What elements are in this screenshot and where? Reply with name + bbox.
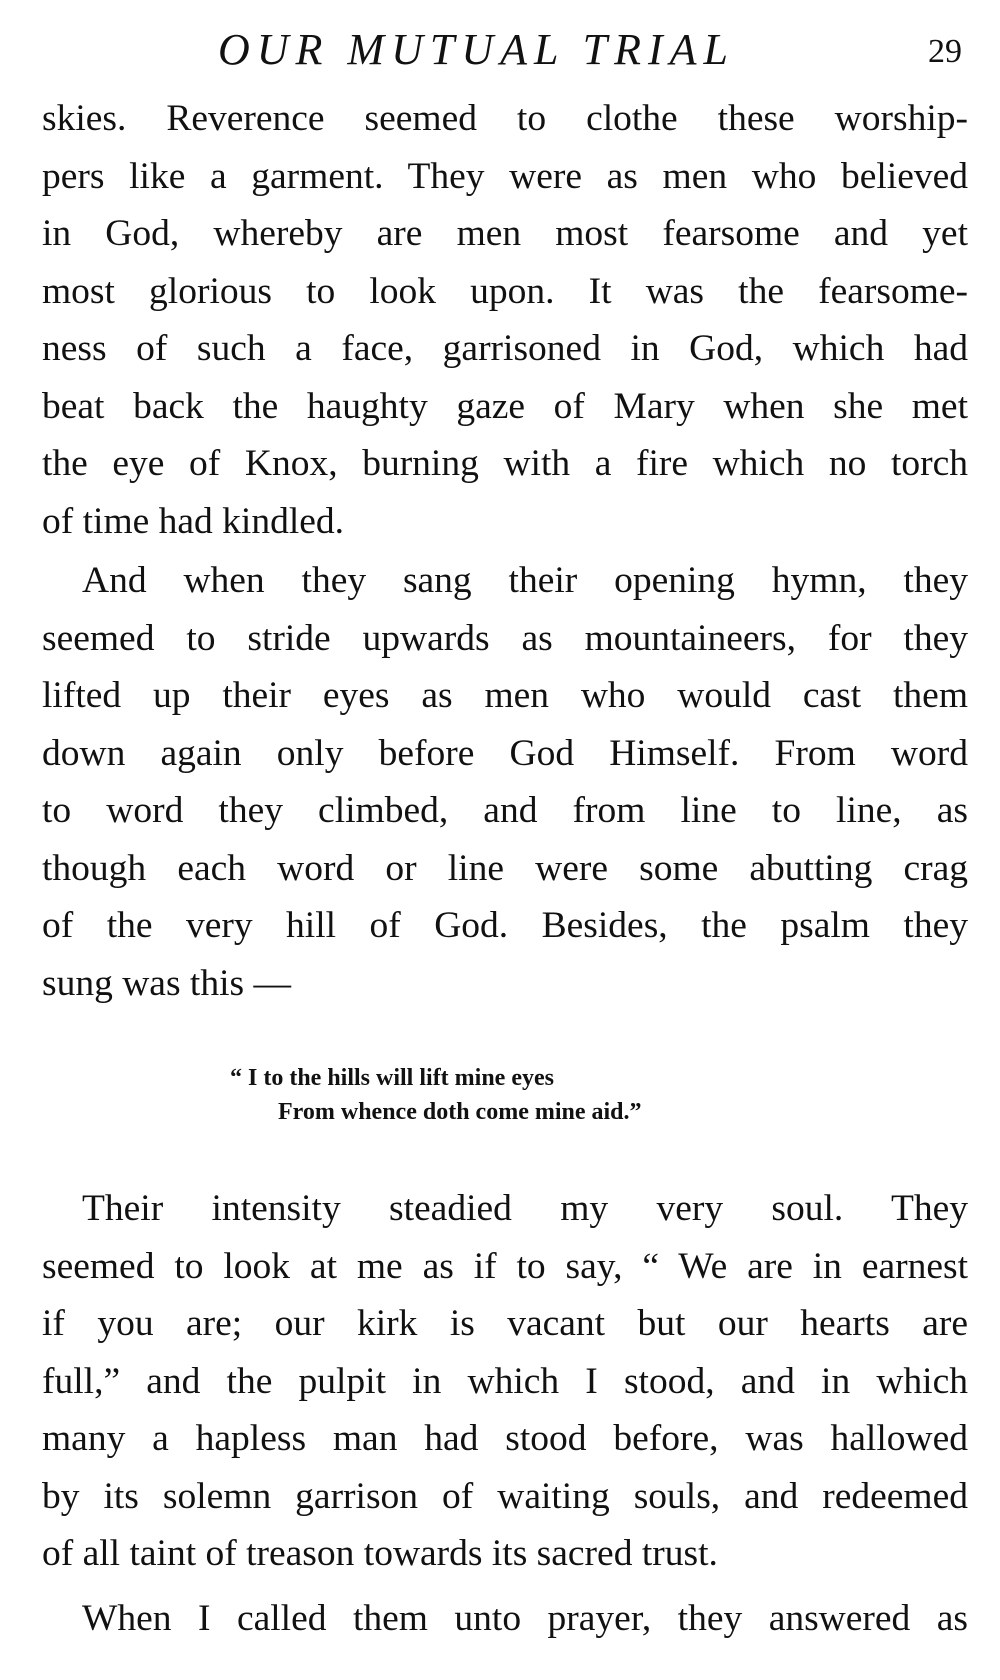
- text-line: lifted up their eyes as men who would cast them: [42, 675, 968, 716]
- text-line: pers like a garment. They were as men who believed: [42, 155, 968, 197]
- text-line: down again only before God Himself. From word: [42, 732, 968, 774]
- text-line: many a hapless man had stood before, was hallowed: [42, 1418, 968, 1459]
- text-line: ness of such a face, garrisoned in God, which had: [42, 328, 968, 369]
- text-line: of time had kindled.: [42, 500, 345, 542]
- verse-line: From whence doth come mine aid.”: [278, 1099, 642, 1125]
- text-line: full,” and the pulpit in which I stood, and in which: [42, 1360, 968, 1402]
- page-number: 29: [928, 33, 962, 70]
- running-title: OUR MUTUAL TRIAL: [218, 25, 736, 74]
- text-line: seemed to look at me as if to say, “ We are in earnest: [42, 1245, 968, 1287]
- text-line: seemed to stride upwards as mountaineers, for they: [42, 617, 968, 659]
- text-line: in God, whereby are men most fearsome and yet: [42, 213, 968, 254]
- text-line: most glorious to look upon. It was the fearsome-: [42, 270, 968, 312]
- text-line: skies. Reverence seemed to clothe these worship-: [42, 98, 968, 139]
- paragraph-4: [42, 1590, 968, 1648]
- text-line: When I called them unto prayer, they answered as: [82, 1598, 968, 1639]
- text-line: beat back the haughty gaze of Mary when she met: [42, 385, 968, 427]
- text-line: And when they sang their opening hymn, they: [82, 560, 968, 601]
- text-line: by its solemn garrison of waiting souls, and redeemed: [42, 1475, 968, 1517]
- text-line: of the very hill of God. Besides, the psalm they: [42, 905, 968, 946]
- text-line: of all taint of treason towards its sacred trust.: [42, 1533, 718, 1574]
- text-line: though each word or line were some abutting crag: [42, 847, 968, 889]
- text-line: sung was this —: [42, 962, 291, 1004]
- paragraph-1: [42, 90, 968, 550]
- text-line: the eye of Knox, burning with a fire which no torch: [42, 443, 968, 484]
- paragraph-2: [42, 552, 968, 1012]
- verse-line: “ I to the hills will lift mine eyes: [230, 1065, 554, 1091]
- running-head: [0, 22, 1000, 78]
- text-line: to word they climbed, and from line to line, as: [42, 790, 968, 831]
- paragraph-3: [42, 1180, 968, 1583]
- text-line: Their intensity steadied my very soul. They: [82, 1188, 968, 1229]
- text-line: if you are; our kirk is vacant but our hearts are: [42, 1303, 968, 1344]
